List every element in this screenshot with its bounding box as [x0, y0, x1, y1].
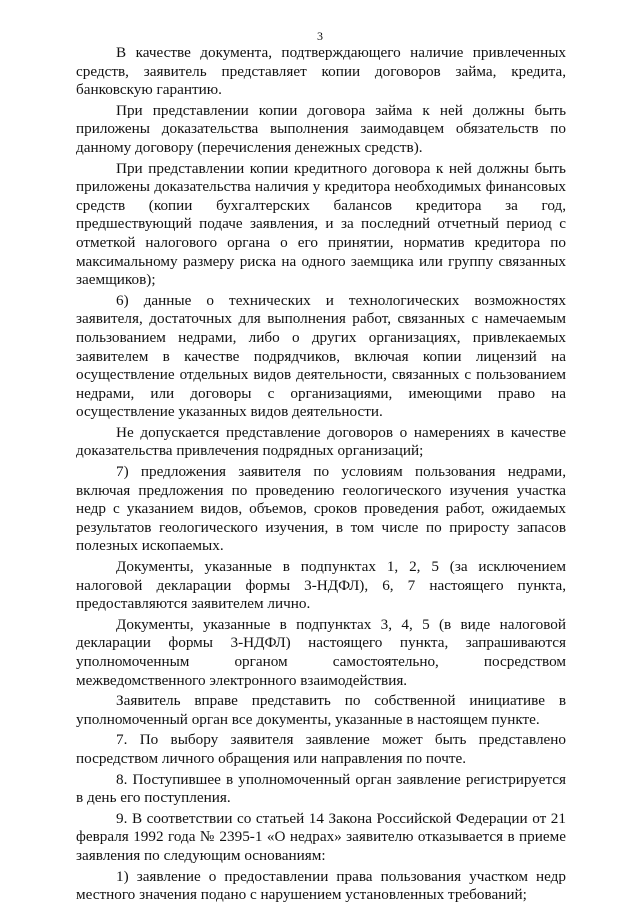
paragraph-credit-agreement: При представлении копии кредитного договора к ней должны быть приложены доказательства наличия у кредитора необходимых финансовых средств (копии бухгалтерских балансов кредитора за год, предшествующий подаче заявления, и за последний отчетный период с отметкой налогового органа о его принятии, норматив кредитора по максимальному размеру риска на одного заемщика или группу связанных заемщиков);: [76, 159, 566, 289]
paragraph-own-initiative: Заявитель вправе представить по собственной инициативе в уполномоченный орган все документы, указанные в настоящем пункте.: [76, 692, 566, 728]
paragraph-documents-provided-personally: Документы, указанные в подпунктах 1, 2, 5 (за исключением налоговой декларации формы 3-НДФЛ), 6, 7 настоящего пункта, предоставляются заявителем лично.: [76, 558, 566, 613]
paragraph-section-9-refusal-grounds: 9. В соответствии со статьей 14 Закона Российской Федерации от 21 февраля 1992 года № 2395-1 «О недрах» заявителю отказывается в приеме заявления по следующим основаниям:: [76, 809, 566, 864]
paragraph-documents-requested-by-authority: Документы, указанные в подпунктах 3, 4, 5 (в виде налоговой декларации формы 3-НДФЛ) настоящего пункта, запрашиваются уполномоченным органом самостоятельно, посредством межведомственного электронного взаимодействия.: [76, 615, 566, 689]
page-number: 3: [317, 29, 323, 43]
paragraph-refusal-item-1: 1) заявление о предоставлении права пользования участком недр местного значения подано с нарушением установленных требований;: [76, 867, 566, 904]
paragraph-intent-agreements-not-allowed: Не допускается представление договоров о намерениях в качестве доказательства привлечения подрядных организаций;: [76, 423, 566, 460]
paragraph-item-7-proposals: 7) предложения заявителя по условиям пользования недрами, включая предложения по проведению геологического изучения участка недр с указанием видов, объемов, сроков проведения работ, ожидаемых результатов геологического изучения, в том числе по приросту запасов полезных ископаемых.: [76, 463, 566, 555]
paragraph-loan-agreement: При представлении копии договора займа к ней должны быть приложены доказательства выполнения заимодавцем обязательств по данному договору (перечисления денежных средств).: [76, 101, 566, 156]
paragraph-section-7-submission-method: 7. По выбору заявителя заявление может быть представлено посредством личного обращения или направления по почте.: [76, 731, 566, 767]
paragraph-item-6-technical-capabilities: 6) данные о технических и технологических возможностях заявителя, достаточных для выполнения работ, связанных с намечаемым пользованием недрами, либо о других организациях, привлекаемых заявителем в качестве подрядчиков, включая копии лицензий на осуществление отдельных видов деятельности, связанных с пользованием недрами, или договоры с организациями, имеющими право на осуществление указанных видов деятельности.: [76, 291, 566, 421]
document-body: [76, 44, 566, 907]
paragraph-section-8-registration: 8. Поступившее в уполномоченный орган заявление регистрируется в день его поступления.: [76, 770, 566, 807]
paragraph-attracted-funds-documents: В качестве документа, подтверждающего наличие привлеченных средств, заявитель представляет копии договоров займа, кредита, банковскую гарантию.: [76, 44, 566, 99]
